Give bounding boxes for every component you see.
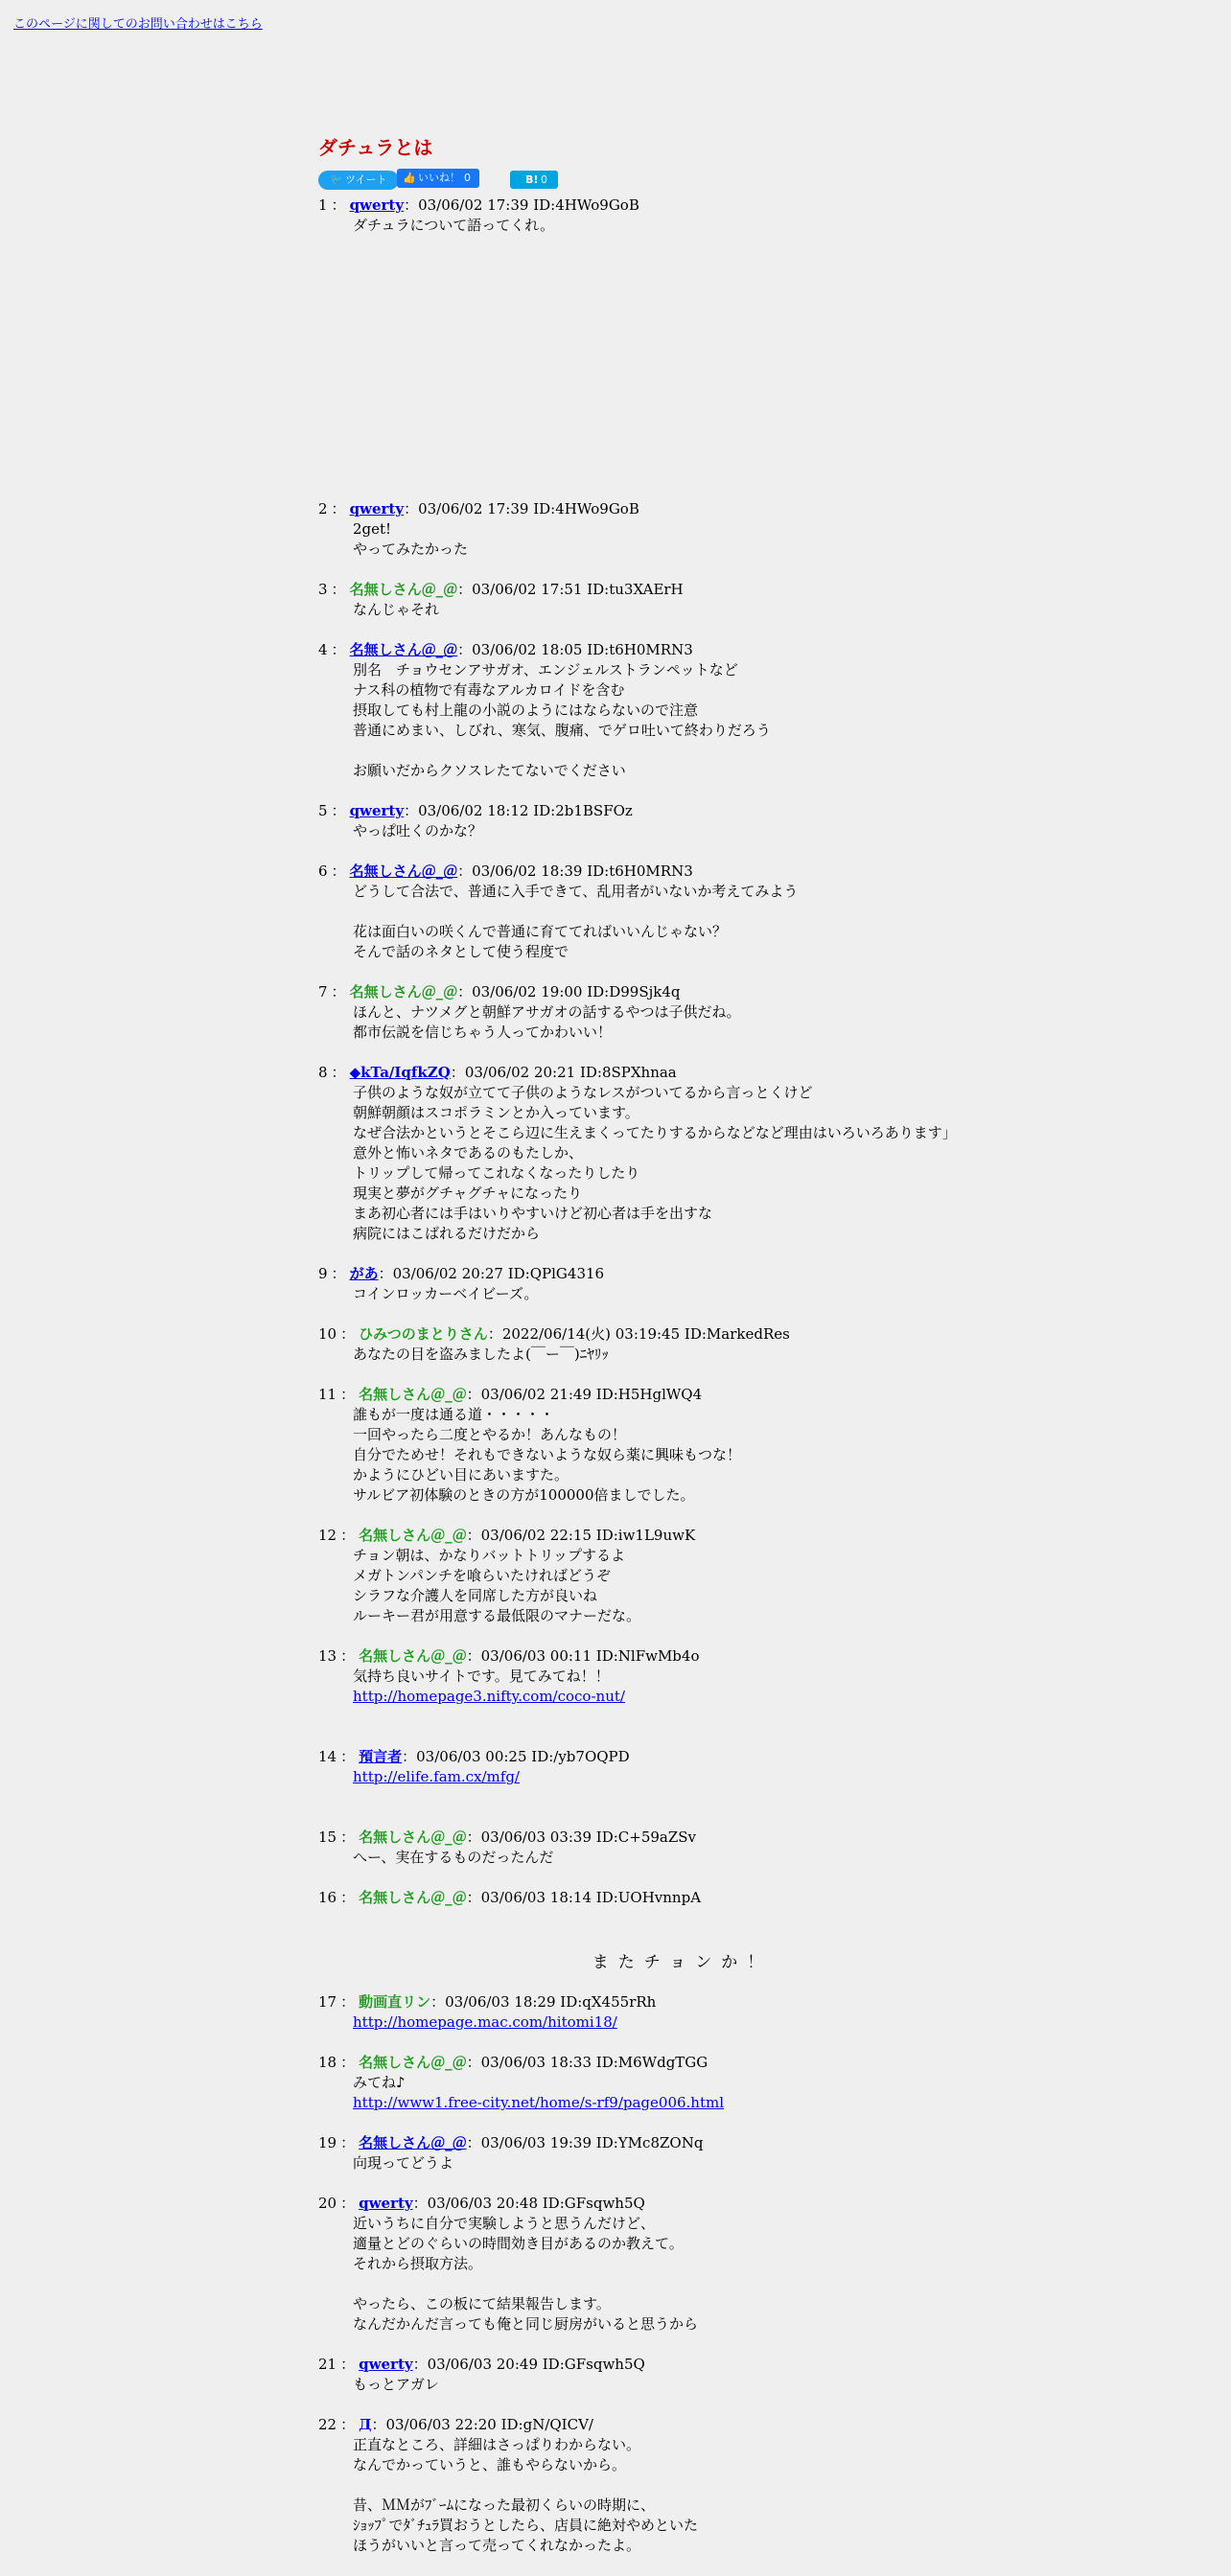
separator: ： <box>430 1993 446 2011</box>
post-body: 誰もが一度は通る道・・・・・ 一回やったら二度とやるか！あんなもの！ 自分でためせ！それもできないような奴ら薬に興味もつな！ かようにひどい目にあいますた。 サルビア初体験のときの方が100000倍ましでした。 <box>353 1406 742 1504</box>
post-item <box>318 1526 1047 1626</box>
post-item <box>318 580 1047 620</box>
post-item <box>318 1992 1047 2033</box>
post-gap <box>318 1707 1047 1727</box>
separator: ： <box>340 1828 356 1846</box>
share-bar <box>318 169 1047 190</box>
post-meta: 03/06/03 19:39 ID:YMc8ZONq <box>480 2134 704 2151</box>
poster-name: 名無しさん＠_＠ <box>359 1647 467 1665</box>
separator: ： <box>450 1064 465 1081</box>
post-meta: 2022/06/14(火) 03:19:45 ID:MarkedRes <box>501 1325 790 1343</box>
post-body: 別名 チョウセンアサガオ、エンジェルストランペットなど ナス科の植物で有毒なアルカロイドを含む 摂取しても村上龍の小説のようにはならないので注意 普通にめまい、しびれ、寒気、腹痛、でゲロ吐いて終わりだろう お願いだからクソスレたてないでください <box>353 661 771 779</box>
post-body: コインロッカーベイビーズ。 <box>353 1285 539 1302</box>
separator: ： <box>331 802 346 819</box>
poster-name[interactable]: 名無しさん＠_＠ <box>349 862 458 880</box>
post-body: 近いうちに自分で実験しようと思うんだけど、 適量とどのぐらいの時間効き目があるのか教えて。 それから摂取方法。 やったら、この板にて結果報告します。 なんだかんだ言っても俺と同じ厨房がいると思うから <box>353 2215 699 2333</box>
separator: ： <box>466 1527 481 1544</box>
poster-name: 名無しさん＠_＠ <box>359 1386 467 1403</box>
post-item <box>318 2415 1047 2556</box>
post-meta: 03/06/02 17:39 ID:4HWo9GoB <box>418 500 639 518</box>
separator: ： <box>340 1748 356 1765</box>
post-item <box>318 2133 1047 2174</box>
poster-name[interactable]: 預言者 <box>359 1748 403 1765</box>
post-item <box>318 2355 1047 2395</box>
post-item <box>318 1063 1047 1244</box>
poster-name: 名無しさん＠_＠ <box>359 1828 467 1846</box>
poster-name[interactable]: qwerty <box>349 802 405 819</box>
post-gap <box>318 1304 1047 1324</box>
post-body: チョン朝は、かなりバットトリップするよ メガトンパンチを喰らいたければどうぞ シラフな介護人を同席した方が良いね ルーキー君が用意する最低限のマナーだな。 <box>353 1547 641 1624</box>
like-label: いいね！ <box>418 172 460 184</box>
post-meta: 03/06/03 18:33 ID:M6WdgTGG <box>480 2054 708 2071</box>
post-gap <box>318 1868 1047 1888</box>
separator: ： <box>466 1647 481 1665</box>
post-meta: 03/06/03 03:39 ID:C+59aZSv <box>480 1828 697 1846</box>
poster-name[interactable]: 名無しさん＠_＠ <box>359 2134 467 2151</box>
separator: ： <box>331 983 346 1000</box>
ad-space <box>318 236 1047 499</box>
post-number: 1 <box>318 196 328 214</box>
post-number: 18 <box>318 2054 337 2071</box>
post-body: どうして合法で、普通に入手できて、乱用者がいないか考えてみよう 花は面白いの咲くんで普通に育ててればいいんじゃない？ そんで話のネタとして使う程度で <box>353 883 799 960</box>
post-number: 21 <box>318 2356 337 2373</box>
post-header <box>318 640 1047 660</box>
post-item <box>318 1324 1047 1365</box>
separator: ： <box>331 1265 346 1282</box>
poster-name[interactable]: qwerty <box>359 2195 413 2212</box>
post-link[interactable]: http://homepage3.nifty.com/coco-nut/ <box>353 1688 625 1705</box>
separator: ： <box>340 2134 356 2151</box>
post-number: 17 <box>318 1993 337 2011</box>
post-number: 2 <box>318 500 328 518</box>
post-body <box>353 2012 1047 2033</box>
separator: ： <box>340 2416 356 2433</box>
post-body <box>353 1767 1047 1787</box>
post-meta: 03/06/02 20:21 ID:8SPXhnaa <box>464 1064 677 1081</box>
post-header <box>318 1063 1047 1083</box>
post-number: 11 <box>318 1386 337 1403</box>
post-header <box>318 982 1047 1002</box>
hatena-count: 0 <box>541 173 547 186</box>
post-gap <box>318 1908 1047 1928</box>
post-item <box>318 196 1047 236</box>
post-gap <box>318 2113 1047 2133</box>
separator: ： <box>402 1748 417 1765</box>
post-gap <box>318 841 1047 862</box>
post-gap <box>318 2395 1047 2415</box>
post-number: 16 <box>318 1889 337 1906</box>
post-gap <box>318 1244 1047 1264</box>
post-number: 12 <box>318 1527 337 1544</box>
separator: ： <box>340 2054 356 2071</box>
poster-name[interactable]: があ <box>349 1265 379 1282</box>
post-meta: 03/06/03 20:49 ID:GFsqwh5Q <box>427 2356 645 2373</box>
post-gap <box>318 2174 1047 2194</box>
post-header <box>318 580 1047 600</box>
post-item <box>318 801 1047 841</box>
separator: ： <box>404 196 419 214</box>
poster-name[interactable]: qwerty <box>349 500 405 518</box>
post-gap <box>318 781 1047 801</box>
post-number: 3 <box>318 581 328 598</box>
poster-name: ひみつのまとりさん <box>359 1325 488 1343</box>
post-meta: 03/06/03 22:20 ID:gN/QICV/ <box>385 2416 593 2433</box>
post-gap <box>318 1043 1047 1063</box>
post-item <box>318 2194 1047 2334</box>
post-number: 4 <box>318 641 328 658</box>
post-number: 5 <box>318 802 328 819</box>
post-number: 19 <box>318 2134 337 2151</box>
poster-name: 動画直リン <box>359 1993 431 2011</box>
post-body: 2get! やってみたかった <box>353 520 469 558</box>
post-meta: 03/06/02 20:27 ID:QPlG4316 <box>392 1265 605 1282</box>
interlude-text: またチョンか！ <box>592 1953 774 1972</box>
post-body: みてね♪ http://www1.free-city.net/home/s-rf9/page006.html <box>353 2073 1047 2113</box>
post-header <box>318 2194 1047 2214</box>
post-meta: 03/06/02 18:05 ID:t6H0MRN3 <box>472 641 693 658</box>
like-count: 0 <box>464 172 471 184</box>
post-gap <box>318 962 1047 982</box>
separator: ： <box>412 2195 428 2212</box>
separator: ： <box>457 862 473 880</box>
post-body: 正直なところ、詳細はさっぱりわからない。 なんでかっていうと、誰もやらないから。 昔、ＭＭがﾌﾞｰﾑになった最初くらいの時期に、 ｼｮｯﾌﾟでﾀﾞﾁｭﾗ買おうとしたら、店員に絶対やめといた ほうがいいと言って売ってくれなかったよ。 <box>353 2436 699 2554</box>
separator: ： <box>466 2134 481 2151</box>
post-meta: 03/06/03 18:29 ID:qX455rRh <box>445 1993 657 2011</box>
post-meta: 03/06/02 17:39 ID:4HWo9GoB <box>418 196 639 214</box>
separator: ： <box>340 2356 356 2373</box>
hatena-b-icon: B! <box>525 173 539 186</box>
post-gap <box>318 1727 1047 1747</box>
thread-main <box>318 132 1047 2576</box>
post-header <box>318 801 1047 821</box>
separator: ： <box>331 641 346 658</box>
post-meta: 03/06/02 18:39 ID:t6H0MRN3 <box>472 862 693 880</box>
post-body: 気持ち良いサイトです。見てみてね！！ http://homepage3.nifty.com/coco-nut/ <box>353 1667 1047 1707</box>
post-item <box>318 1888 1047 1908</box>
post-item <box>318 640 1047 781</box>
poster-name[interactable]: ◆kTa/IqfkZQ <box>349 1064 451 1081</box>
post-item <box>318 1747 1047 1787</box>
post-meta: 03/06/02 19:00 ID:D99Sjk4q <box>472 983 681 1000</box>
twitter-bird-icon: 🐦 <box>330 173 343 186</box>
post-item <box>318 862 1047 962</box>
post-gap <box>318 620 1047 640</box>
page-title: ダチュラとは <box>318 136 433 159</box>
post-number: 10 <box>318 1325 337 1343</box>
facebook-like-button[interactable] <box>397 169 479 188</box>
separator: ： <box>466 2054 481 2071</box>
post-item <box>318 1646 1047 1707</box>
post-header <box>318 1828 1047 1848</box>
post-body: やっぱ吐くのかな？ <box>353 822 483 840</box>
post-meta: 03/06/02 22:15 ID:iw1L9uwK <box>480 1527 696 1544</box>
post-item <box>318 1828 1047 1868</box>
poster-name: 名無しさん＠_＠ <box>359 2054 467 2071</box>
post-number: 7 <box>318 983 328 1000</box>
separator: ： <box>466 1828 481 1846</box>
post-number: 22 <box>318 2416 337 2433</box>
post-gap <box>318 1928 1047 1948</box>
post-body: もっとアガレ <box>353 2376 439 2393</box>
poster-name: 名無しさん＠_＠ <box>349 581 458 598</box>
post-gap <box>318 2556 1047 2576</box>
post-header <box>318 1888 1047 1908</box>
post-body: なんじゃそれ <box>353 601 440 618</box>
separator: ： <box>466 1386 481 1403</box>
separator: ： <box>340 1993 356 2011</box>
post-header <box>318 1324 1047 1345</box>
post-header <box>318 196 1047 216</box>
post-body: へー、実在するものだったんだ <box>353 1849 554 1866</box>
poster-name[interactable]: qwerty <box>349 196 405 214</box>
separator: ： <box>340 1647 356 1665</box>
post-meta: 03/06/03 20:48 ID:GFsqwh5Q <box>427 2195 645 2212</box>
post-header <box>318 1747 1047 1767</box>
separator: ： <box>404 802 419 819</box>
post-meta: 03/06/02 18:12 ID:2b1BSFOz <box>418 802 633 819</box>
post-header <box>318 1646 1047 1667</box>
post-number: 6 <box>318 862 328 880</box>
tweet-label: ツイート <box>345 173 387 186</box>
post-number: 9 <box>318 1265 328 1282</box>
poster-name: 名無しさん＠_＠ <box>359 1889 467 1906</box>
separator: ： <box>378 1265 393 1282</box>
post-number: 14 <box>318 1748 337 1765</box>
post-header <box>318 862 1047 882</box>
post-meta: 03/06/03 00:25 ID:/yb7OQPD <box>416 1748 630 1765</box>
post-body: 向現ってどうよ <box>353 2154 454 2172</box>
hatena-bookmark-button[interactable] <box>510 171 558 189</box>
separator: ： <box>457 641 473 658</box>
separator: ： <box>371 2416 386 2433</box>
separator: ： <box>412 2356 428 2373</box>
poster-name[interactable]: Д <box>359 2416 372 2433</box>
separator: ： <box>466 1889 481 1906</box>
post-gap <box>318 2033 1047 2053</box>
post-list <box>318 196 1047 2576</box>
post-item <box>318 2053 1047 2113</box>
separator: ： <box>404 500 419 518</box>
post-gap <box>318 1972 1047 1992</box>
contact-link[interactable]: このページに関してのお問い合わせはこちら <box>13 17 263 32</box>
thumbs-up-icon: 👍 <box>403 172 416 184</box>
post-link[interactable]: http://www1.free-city.net/home/s-rf9/page006.html <box>353 2094 725 2111</box>
post-header <box>318 1385 1047 1405</box>
post-item <box>318 1264 1047 1304</box>
separator: ： <box>457 983 473 1000</box>
post-number: 15 <box>318 1828 337 1846</box>
post-header <box>318 2133 1047 2153</box>
post-header <box>318 2355 1047 2375</box>
separator: ： <box>331 581 346 598</box>
post-item <box>318 1385 1047 1506</box>
post-body: ほんと、ナツメグと朝鮮アサガオの話するやつは子供だね。 都市伝説を信じちゃう人ってかわいい！ <box>353 1003 741 1041</box>
post-item <box>318 499 1047 560</box>
post-meta: 03/06/03 18:14 ID:UOHvnnpA <box>480 1889 702 1906</box>
separator: ： <box>340 1386 356 1403</box>
post-header <box>318 1264 1047 1284</box>
post-item <box>318 982 1047 1043</box>
poster-name[interactable]: 名無しさん＠_＠ <box>349 641 458 658</box>
tweet-button[interactable] <box>318 171 399 190</box>
post-header <box>318 2415 1047 2435</box>
separator: ： <box>340 1325 356 1343</box>
post-number: 20 <box>318 2195 337 2212</box>
post-body: あなたの目を盗みましたよ(￣ー￣)ﾆﾔﾘｯ <box>353 1346 609 1363</box>
post-number: 8 <box>318 1064 328 1081</box>
post-gap <box>318 1807 1047 1828</box>
post-header <box>318 1526 1047 1546</box>
post-link[interactable]: http://elife.fam.cx/mfg/ <box>353 1768 520 1785</box>
post-gap <box>318 560 1047 580</box>
separator: ： <box>457 581 473 598</box>
post-body: ダチュラについて語ってくれ。 <box>353 217 555 234</box>
post-gap <box>318 1626 1047 1646</box>
post-meta: 03/06/03 00:11 ID:NlFwMb4o <box>480 1647 700 1665</box>
post-gap <box>318 2334 1047 2355</box>
separator: ： <box>340 1889 356 1906</box>
post-link[interactable]: http://homepage.mac.com/hitomi18/ <box>353 2013 617 2031</box>
separator: ： <box>331 862 346 880</box>
separator: ： <box>487 1325 502 1343</box>
post-header <box>318 499 1047 519</box>
post-header <box>318 2053 1047 2073</box>
post-body: 子供のような奴が立てて子供のようなレスがついてるから言っとくけど 朝鮮朝顔はスコポラミンとか入っています。 なぜ合法かというとそこら辺に生えまくってたりするからなどなど理由はいろいろあります」 意外と怖いネタであるのもたしか、 トリップして帰ってこれなくなったりしたり 現実と夢がグチャグチャになったり まあ初心者には手はいりやすいけど初心者は手を出すな 病院にはこばれるだけだから <box>353 1084 957 1242</box>
separator: ： <box>331 196 346 214</box>
separator: ： <box>331 500 346 518</box>
post-gap <box>318 1787 1047 1807</box>
post-header <box>318 1992 1047 2012</box>
separator: ： <box>340 1527 356 1544</box>
post-meta: 03/06/02 21:49 ID:H5HglWQ4 <box>480 1386 703 1403</box>
separator: ： <box>331 1064 346 1081</box>
separator: ： <box>340 2195 356 2212</box>
poster-name[interactable]: qwerty <box>359 2356 413 2373</box>
post-number: 13 <box>318 1647 337 1665</box>
poster-name: 名無しさん＠_＠ <box>359 1527 467 1544</box>
post-gap <box>318 1365 1047 1385</box>
poster-name: 名無しさん＠_＠ <box>349 983 458 1000</box>
post-meta: 03/06/02 17:51 ID:tu3XAErH <box>472 581 684 598</box>
post-gap <box>318 1506 1047 1526</box>
